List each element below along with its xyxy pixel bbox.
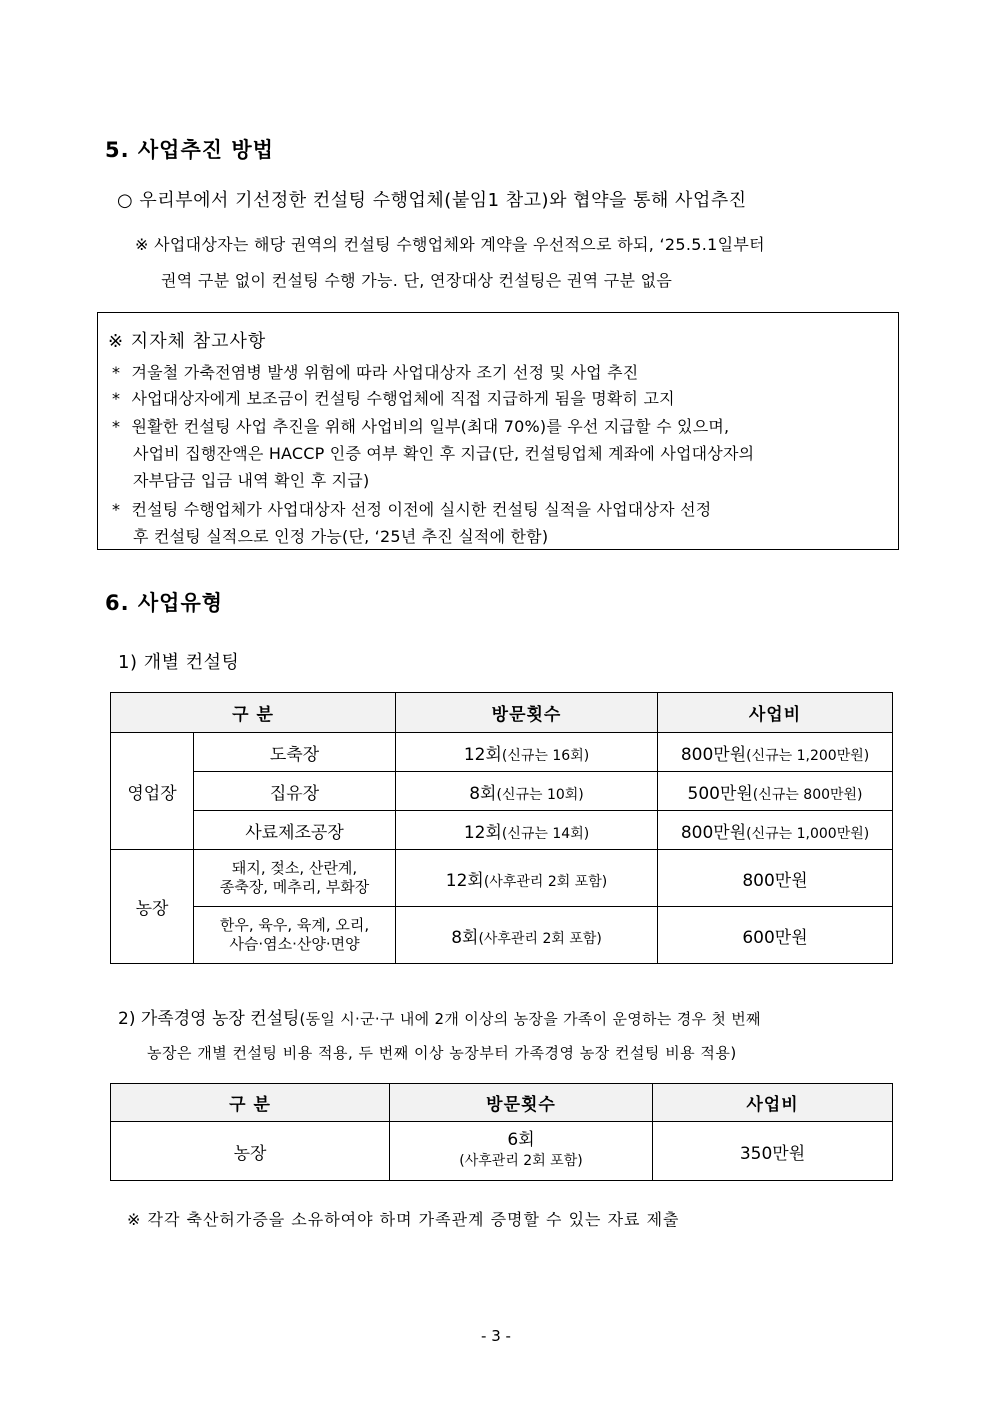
local-gov-note-item xyxy=(112,360,638,383)
local-gov-note-item xyxy=(112,386,675,409)
visits-value: 12회 xyxy=(463,822,502,843)
header-visits: 방문횟수 xyxy=(396,693,658,733)
local-gov-note-text: 원활한 컨설팅 사업 추진을 위해 사업비의 일부(최대 70%)를 우선 지급할 수 있으며, xyxy=(131,417,730,436)
type-cell: 사료제조공장 xyxy=(194,811,396,850)
family-consulting-subheading-line2: 농장은 개별 컨설팅 비용 적용, 두 번째 이상 농장부터 가족경영 농장 컨설팅 비용 적용) xyxy=(147,1044,737,1062)
individual-consulting-subheading: 1) 개별 컨설팅 xyxy=(118,652,240,673)
bullet-mark: * xyxy=(112,389,121,408)
type-cell xyxy=(194,850,396,907)
section-5-bullet: ○ 우리부에서 기선정한 컨설팅 수행업체(붙임1 참고)와 협약을 통해 사업추진 xyxy=(117,190,747,211)
cost-cell xyxy=(658,811,893,850)
footnote: ※ 각각 축산허가증을 소유하여야 하며 가족관계 증명할 수 있는 자료 제출 xyxy=(127,1210,680,1229)
page-number: - 3 - xyxy=(481,1327,511,1345)
visits-cell xyxy=(390,1122,653,1181)
bullet-mark: * xyxy=(112,417,121,436)
cost-note: (신규는 1,000만원) xyxy=(746,825,870,842)
type-cell: 도축장 xyxy=(194,733,396,772)
visits-cell xyxy=(396,850,658,907)
visits-note: (신규는 14회) xyxy=(501,825,590,842)
visits-value: 12회 xyxy=(445,870,484,891)
local-gov-note-item xyxy=(112,414,729,437)
local-gov-note-text: 겨울철 가축전염병 발생 위험에 따라 사업대상자 조기 선정 및 사업 추진 xyxy=(131,363,639,382)
cost-value: 500만원 xyxy=(687,783,753,804)
visits-note: (사후관리 2회 포함) xyxy=(483,873,608,890)
visits-value: 8회 xyxy=(451,927,479,948)
header-cost: 사업비 xyxy=(653,1084,893,1122)
section-5-note-line2: 권역 구분 없이 컨설팅 수행 가능. 단, 연장대상 컨설팅은 권역 구분 없음 xyxy=(161,271,673,290)
type-line: 사슴·염소·산양·면양 xyxy=(229,935,360,953)
local-gov-note-continuation: 후 컨설팅 실적으로 인정 가능(단, ‘25년 추진 실적에 한함) xyxy=(133,527,549,546)
visits-value: 8회 xyxy=(469,783,497,804)
bullet-mark: * xyxy=(112,500,121,519)
local-gov-note-text: 사업대상자에게 보조금이 컨설팅 수행업체에 직접 지급하게 됨을 명확히 고지 xyxy=(131,389,675,408)
cost-value: 800만원 xyxy=(680,822,747,843)
header-cost: 사업비 xyxy=(658,693,893,733)
family-consulting-subheading-line1 xyxy=(118,1004,761,1029)
table-row xyxy=(111,811,893,850)
table-row xyxy=(111,907,893,964)
visits-cell xyxy=(396,811,658,850)
header-category: 구 분 xyxy=(111,1084,390,1122)
local-gov-notes-title: ※ 지자체 참고사항 xyxy=(108,331,267,352)
section-6-heading: 6. 사업유형 xyxy=(105,591,224,615)
type-line: 돼지, 젖소, 산란계, xyxy=(231,859,358,877)
table-row xyxy=(111,772,893,811)
header-category: 구 분 xyxy=(111,693,396,733)
type-line: 종축장, 메추리, 부화장 xyxy=(219,878,370,896)
group-business-site: 영업장 xyxy=(111,733,194,850)
type-cell: 농장 xyxy=(111,1122,390,1181)
local-gov-note-continuation: 사업비 집행잔액은 HACCP 인증 여부 확인 후 지급(단, 컨설팅업체 계좌에 사업대상자의 xyxy=(133,444,755,463)
type-cell: 집유장 xyxy=(194,772,396,811)
table-row xyxy=(111,733,893,772)
visits-value: 12회 xyxy=(463,744,502,765)
section-5-note-line1: ※ 사업대상자는 해당 권역의 컨설팅 수행업체와 계약을 우선적으로 하되, ‘25.5.1일부터 xyxy=(135,235,765,254)
bullet-mark: * xyxy=(112,363,121,382)
cost-cell xyxy=(658,733,893,772)
visits-note: (신규는 10회) xyxy=(496,786,584,803)
individual-consulting-table xyxy=(110,692,893,964)
family-consulting-desc: (동일 시·군·구 내에 2개 이상의 농장을 가족이 운영하는 경우 첫 번째 xyxy=(299,1010,761,1028)
visits-cell xyxy=(396,772,658,811)
local-gov-note-item xyxy=(112,497,711,520)
type-cell xyxy=(194,907,396,964)
cost-cell xyxy=(658,772,893,811)
section-5-heading: 5. 사업추진 방법 xyxy=(105,138,274,162)
cost-note: (신규는 1,200만원) xyxy=(746,747,870,764)
local-gov-note-continuation: 자부담금 입금 내역 확인 후 지급) xyxy=(133,471,370,490)
local-gov-notes-box xyxy=(97,312,899,550)
type-line: 한우, 육우, 육계, 오리, xyxy=(219,916,370,934)
cost-note: (신규는 800만원) xyxy=(752,786,863,803)
table-row xyxy=(111,850,893,907)
cost-cell: 600만원 xyxy=(658,907,893,964)
visits-value: 6회 xyxy=(507,1130,535,1150)
visits-cell xyxy=(396,733,658,772)
visits-note: (사후관리 2회 포함) xyxy=(459,1153,583,1169)
group-farm: 농장 xyxy=(111,850,194,964)
visits-cell xyxy=(396,907,658,964)
visits-note: (사후관리 2회 포함) xyxy=(478,930,602,947)
header-visits: 방문횟수 xyxy=(390,1084,653,1122)
cost-value: 800만원 xyxy=(680,744,747,765)
local-gov-note-text: 컨설팅 수행업체가 사업대상자 선정 이전에 실시한 컨설팅 실적을 사업대상자 선정 xyxy=(131,500,712,519)
cost-cell: 800만원 xyxy=(658,850,893,907)
table-row xyxy=(111,1122,893,1181)
family-consulting-table xyxy=(110,1083,893,1181)
family-consulting-title: 2) 가족경영 농장 컨설팅 xyxy=(118,1009,300,1029)
cost-cell: 350만원 xyxy=(653,1122,893,1181)
visits-note: (신규는 16회) xyxy=(501,747,590,764)
